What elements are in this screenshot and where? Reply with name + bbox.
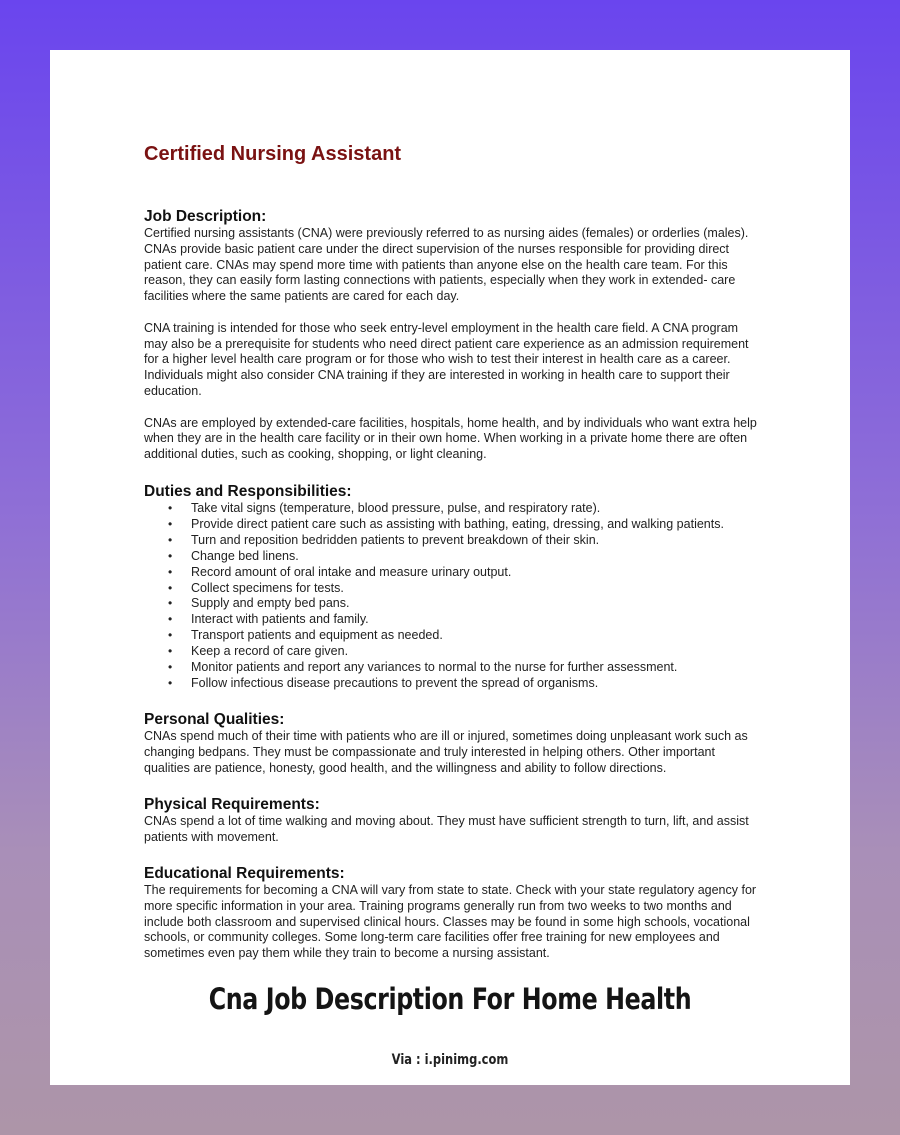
bullet-icon: • [168, 516, 173, 531]
bullet-icon: • [168, 644, 173, 659]
caption-banner [50, 970, 850, 1085]
bullet-icon: • [168, 501, 173, 515]
bullet-icon: • [168, 548, 173, 563]
job-description-section [144, 208, 764, 463]
list-item: • Collect specimens for tests. [168, 580, 344, 595]
educational-requirements-text: The requirements for becoming a CNA will vary from state to state. Check with your state regulatory agency for more specific information in your area. Training programs generally run from two weeks to two months and include both classroom and supervised clinical hours. Classes may be found in some high schools, vocational schools, or community colleges. Some long-term care facilities offer free training for new employees and sometimes even pay them while they train to become a nursing assistant. [144, 883, 757, 961]
personal-qualities-heading: Personal Qualities: [144, 711, 285, 728]
bullet-icon: • [168, 675, 173, 690]
physical-requirements-text: CNAs spend a lot of time walking and moving about. They must have sufficient strength to turn, lift, and assist patients with movement. [144, 814, 749, 844]
list-item: • Monitor patients and report any variances to normal to the nurse for further assessment. [168, 660, 678, 675]
bullet-icon: • [168, 580, 173, 595]
list-item: • Follow infectious disease precautions to prevent the spread of organisms. [168, 675, 599, 690]
job-description-paragraph: CNA training is intended for those who seek entry-level employment in the health care field. A CNA program may also be a prerequisite for students who need direct patient care experience as an admission requirement for a higher level health care program or for those who wish to test their interest in health care as a career. Individuals might also consider CNA training if they are interested in working in health care to support their education. [144, 320, 749, 398]
personal-qualities-section [144, 711, 764, 776]
job-description-heading: Job Description: [144, 208, 267, 225]
list-item: • Turn and reposition bedridden patients to prevent breakdown of their skin. [168, 532, 600, 547]
list-item: • Provide direct patient care such as assisting with bathing, eating, dressing, and walking patients. [168, 516, 724, 531]
duties-heading: Duties and Responsibilities: [144, 483, 352, 500]
physical-requirements-section [144, 796, 764, 846]
list-item: • Take vital signs (temperature, blood pressure, pulse, and respiratory rate). [168, 501, 601, 515]
job-description-paragraph: CNAs are employed by extended-care facilities, hospitals, home health, and by individuals who want extra help when they are in the health care facility or in their own home. When working in a private home there are often additional duties, such as cooking, shopping, or light cleaning. [144, 415, 757, 462]
job-description-paragraph: Certified nursing assistants (CNA) were previously referred to as nursing aides (females) or orderlies (males). CNAs provide basic patient care under the direct supervision of the nurses responsible for providing direct patient care. CNAs may spend more time with patients than anyone else on the health care team. For this reason, they can easily form lasting connections with patients, especially when they work in extended- care facilities where the same patients are cared for each day. [144, 226, 749, 304]
bullet-icon: • [168, 612, 173, 627]
bullet-icon: • [168, 596, 173, 611]
educational-requirements-heading: Educational Requirements: [144, 865, 345, 882]
bullet-icon: • [168, 532, 173, 547]
bullet-icon: • [168, 660, 173, 675]
list-item: • Keep a record of care given. [168, 644, 349, 659]
bullet-icon: • [168, 564, 173, 579]
document-card [50, 50, 850, 1085]
physical-requirements-heading: Physical Requirements: [144, 796, 320, 813]
bullet-icon: • [168, 628, 173, 643]
document-title: Certified Nursing Assistant [144, 143, 402, 165]
list-item: • Supply and empty bed pans. [168, 596, 350, 611]
banner-title: Cna Job Description For Home Health [208, 982, 692, 1016]
source-credit: Via : i.pinimg.com [391, 1052, 509, 1068]
list-item: • Change bed linens. [168, 548, 299, 563]
duties-section [144, 483, 764, 692]
list-item: • Record amount of oral intake and measure urinary output. [168, 564, 512, 579]
educational-requirements-section [144, 865, 764, 962]
list-item: • Transport patients and equipment as needed. [168, 628, 443, 643]
list-item: • Interact with patients and family. [168, 612, 369, 627]
duties-list [144, 501, 764, 692]
personal-qualities-text: CNAs spend much of their time with patients who are ill or injured, sometimes doing unpleasant work such as changing bedpans. They must be compassionate and truly interested in helping others. Other important qualities are patience, honesty, good health, and the willingness and ability to follow directions. [144, 729, 748, 775]
